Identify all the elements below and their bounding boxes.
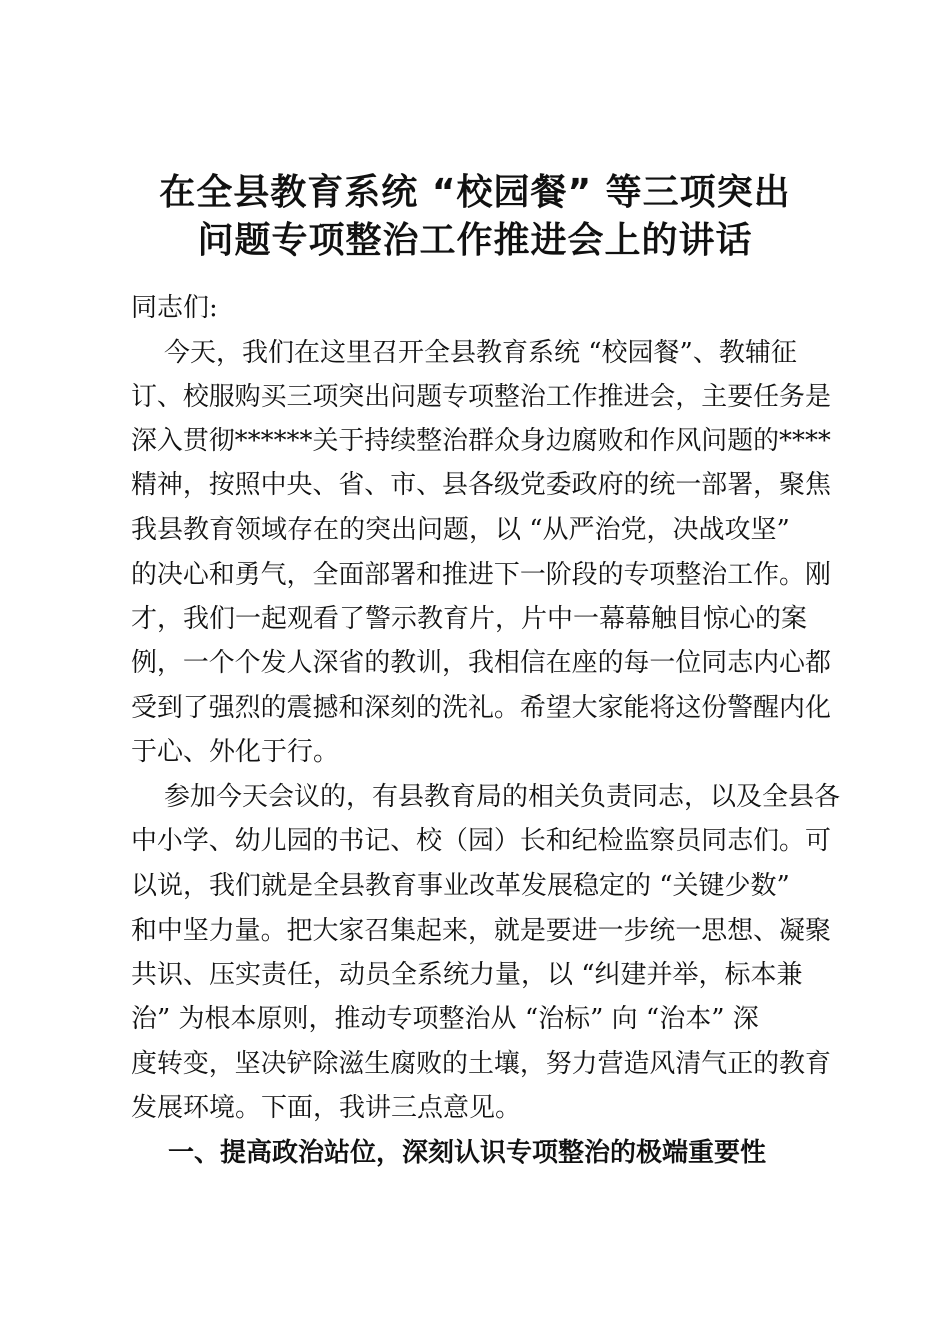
paragraph-2-line: 治” 为根本原则，推动专项整治从 “治标” 向 “治本” 深 [131, 1004, 759, 1034]
paragraph-2-line: 共识、压实责任，动员全系统力量，以 “纠建并举，标本兼 [131, 960, 803, 990]
paragraph-1-line: 深入贯彻******关于持续整治群众身边腐败和作风问题的**** [131, 426, 831, 456]
paragraph-2-line: 以说，我们就是全县教育事业改革发展稳定的 “关键少数” [131, 871, 790, 901]
document-title-line-2: 问题专项整治工作推进会上的讲话 [197, 220, 753, 261]
section-heading: 一、提高政治站位，深刻认识专项整治的极端重要性 [168, 1138, 767, 1168]
salutation: 同志们: [131, 293, 218, 323]
paragraph-1-line: 于心、外化于行。 [131, 737, 340, 767]
paragraph-1-line: 我县教育领域存在的突出问题，以 “从严治党，决战攻坚” [131, 515, 790, 545]
paragraph-1-line: 今天，我们在这里召开全县教育系统 “校园餐”、教辅征 [164, 338, 797, 368]
document-title-line-1: 在全县教育系统 “校园餐” 等三项突出 [159, 172, 791, 213]
paragraph-1-line: 的决心和勇气，全面部署和推进下一阶段的专项整治工作。刚 [131, 560, 831, 590]
paragraph-2-line: 度转变，坚决铲除滋生腐败的土壤，努力营造风清气正的教育 [131, 1049, 831, 1079]
paragraph-2-line: 发展环境。下面，我讲三点意见。 [131, 1093, 522, 1123]
paragraph-1-line: 受到了强烈的震撼和深刻的洗礼。希望大家能将这份警醒内化 [131, 693, 831, 723]
paragraph-1-line: 精神，按照中央、省、市、县各级党委政府的统一部署，聚焦 [131, 470, 831, 500]
paragraph-2-line: 参加今天会议的，有县教育局的相关负责同志，以及全县各 [164, 782, 841, 812]
paragraph-2-line: 和中坚力量。把大家召集起来，就是要进一步统一思想、凝聚 [131, 916, 831, 946]
paragraph-1-line: 例，一个个发人深省的教训，我相信在座的每一位同志内心都 [131, 648, 831, 678]
paragraph-2-line: 中小学、幼儿园的书记、校（园）长和纪检监察员同志们。可 [131, 826, 831, 856]
paragraph-1-line: 才，我们一起观看了警示教育片，片中一幕幕触目惊心的案 [131, 604, 808, 634]
paragraph-1-line: 订、校服购买三项突出问题专项整治工作推进会，主要任务是 [131, 382, 831, 412]
